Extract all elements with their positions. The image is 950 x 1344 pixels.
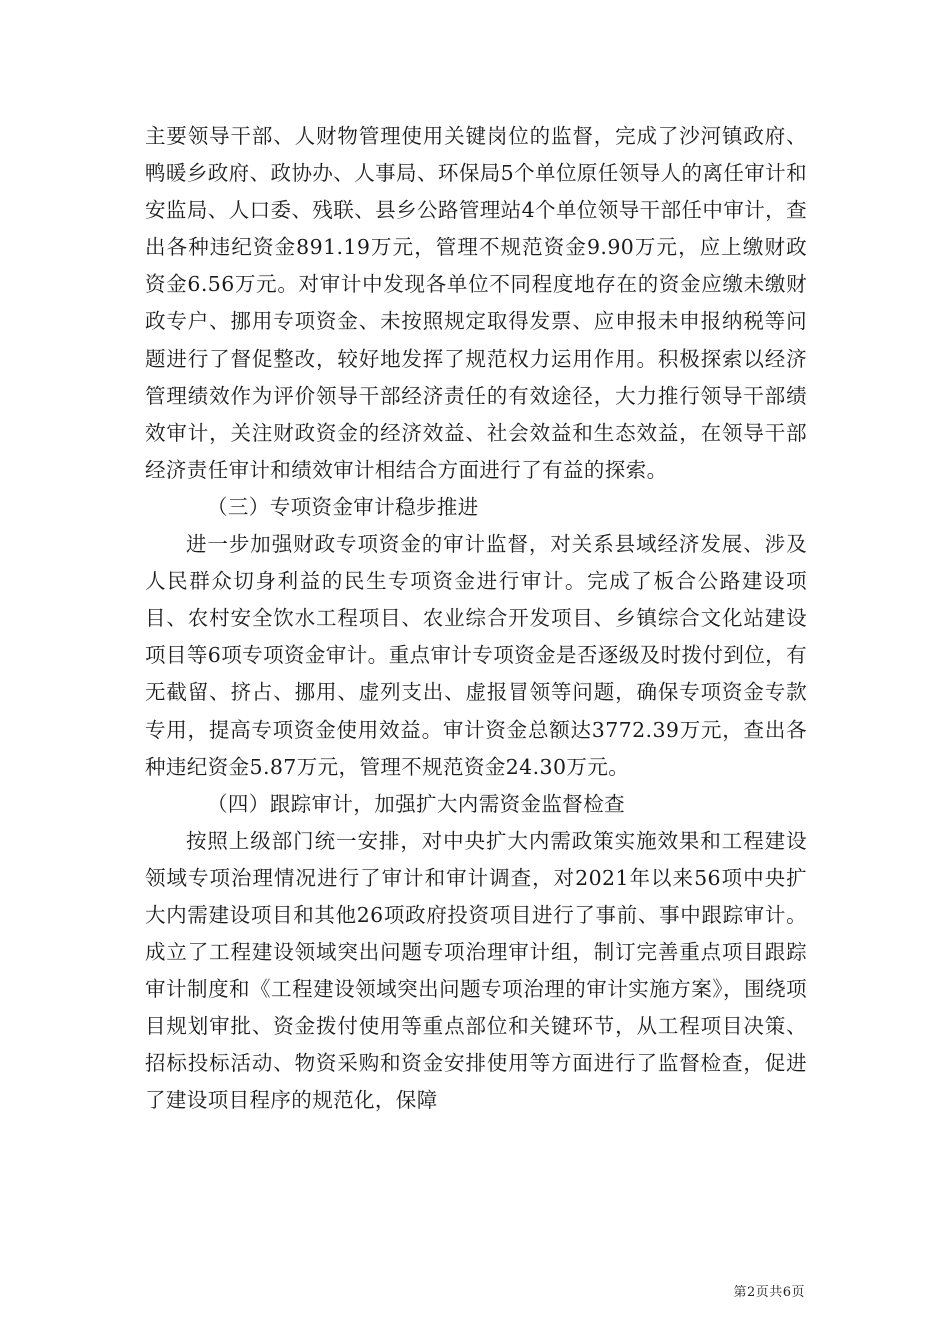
paragraph-tracking-audit: 按照上级部门统一安排，对中央扩大内需政策实施效果和工程建设领域专项治理情况进行了审计和审计调查，对2021年以来56项中央扩大内需建设项目和其他26项政府投资项目进行了事前、事中跟踪审计。成立了工程建设领域突出问题专项治理审计组，制订完善重点项目跟踪审计制度和《工程建设领域突出问题专项治理的审计实施方案》，围绕项目规划审批、资金拨付使用等重点部位和关键环节，从工程项目决策、招标投标活动、物资采购和资金安排使用等方面进行了监督检查，促进了建设项目程序的规范化，保障: [145, 828, 807, 1113]
paragraph-continuation: 主要领导干部、人财物管理使用关键岗位的监督，完成了沙河镇政府、鸭暖乡政府、政协办、人事局、环保局5个单位原任领导人的离任审计和安监局、人口委、残联、县乡公路管理站4个单位领导干部任中审计，查出各种违纪资金891.19万元，管理不规范资金9.90万元，应上缴财政资金6.56万元。对审计中发现各单位不同程度地存在的资金应缴未缴财政专户、挪用专项资金、未按照规定取得发票、应申报未申报纳税等问题进行了督促整改，较好地发挥了规范权力运用作用。积极探索以经济管理绩效作为评价领导干部经济责任的有效途径，大力推行领导干部绩效审计，关注财政资金的经济效益、社会效益和生态效益，在领导干部经济责任审计和绩效审计相结合方面进行了有益的探索。: [145, 124, 807, 482]
document-body: [145, 118, 807, 1120]
section-heading-4: （四）跟踪审计，加强扩大内需资金监督检查: [207, 791, 625, 816]
section-heading-3: （三）专项资金审计稳步推进: [207, 494, 479, 519]
page-number: 第2页共6页: [733, 1285, 805, 1300]
paragraph-special-funds: 进一步加强财政专项资金的审计监督，对关系县域经济发展、涉及人民群众切身利益的民生专项资金进行审计。完成了板合公路建设项目、农村安全饮水工程项目、农业综合开发项目、乡镇综合文化站建设项目等6项专项资金审计。重点审计专项资金是否逐级及时拨付到位，有无截留、挤占、挪用、虚列支出、虚报冒领等问题，确保专项资金专款专用，提高专项资金使用效益。审计资金总额达3772.39万元，查出各种违纪资金5.87万元，管理不规范资金24.30万元。: [145, 532, 807, 779]
